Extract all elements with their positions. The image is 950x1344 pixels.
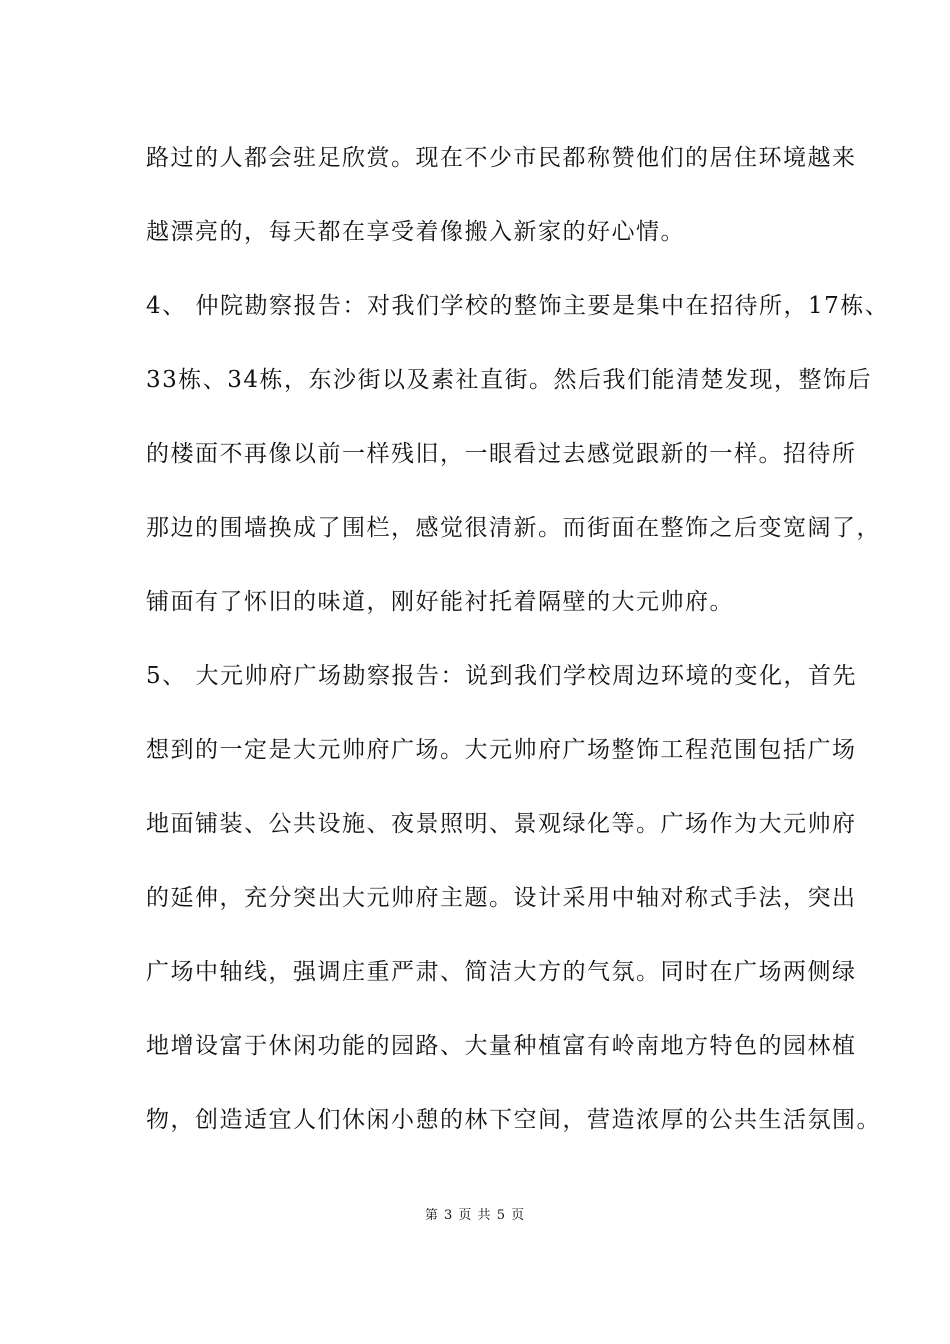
text-line: 的楼面不再像以前一样残旧，一眼看过去感觉跟新的一样。招待所 bbox=[146, 441, 857, 467]
text-line: 越漂亮的，每天都在享受着像搬入新家的好心情。 bbox=[146, 219, 685, 245]
text-line: 铺面有了怀旧的味道，刚好能衬托着隔壁的大元帅府。 bbox=[146, 589, 734, 615]
text-line: 想到的一定是大元帅府广场。大元帅府广场整饰工程范围包括广场 bbox=[146, 737, 857, 763]
text-line: 的延伸，充分突出大元帅府主题。设计采用中轴对称式手法，突出 bbox=[146, 885, 857, 911]
page-number-footer: 第 3 页 共 5 页 bbox=[424, 1208, 526, 1223]
text-line: 路过的人都会驻足欣赏。现在不少市民都称赞他们的居住环境越来 bbox=[146, 145, 857, 171]
text-line: 地增设富于休闲功能的园路、大量种植富有岭南地方特色的园林植 bbox=[146, 1033, 857, 1059]
text-line: 物，创造适宜人们休闲小憩的林下空间，营造浓厚的公共生活氛围。 bbox=[146, 1107, 881, 1133]
text-line: 广场中轴线，强调庄重严肃、简洁大方的气氛。同时在广场两侧绿 bbox=[146, 959, 857, 985]
text-line: 那边的围墙换成了围栏，感觉很清新。而街面在整饰之后变宽阔了， bbox=[146, 515, 881, 541]
text-line: 33栋、34栋，东沙街以及素社直街。然后我们能清楚发现，整饰后 bbox=[146, 367, 873, 393]
text-line: 地面铺装、公共设施、夜景照明、景观绿化等。广场作为大元帅府 bbox=[146, 811, 857, 837]
text-line: 4、 仲院勘察报告：对我们学校的整饰主要是集中在招待所，17栋、 bbox=[146, 293, 890, 319]
text-line: 5、 大元帅府广场勘察报告：说到我们学校周边环境的变化，首先 bbox=[146, 663, 857, 689]
